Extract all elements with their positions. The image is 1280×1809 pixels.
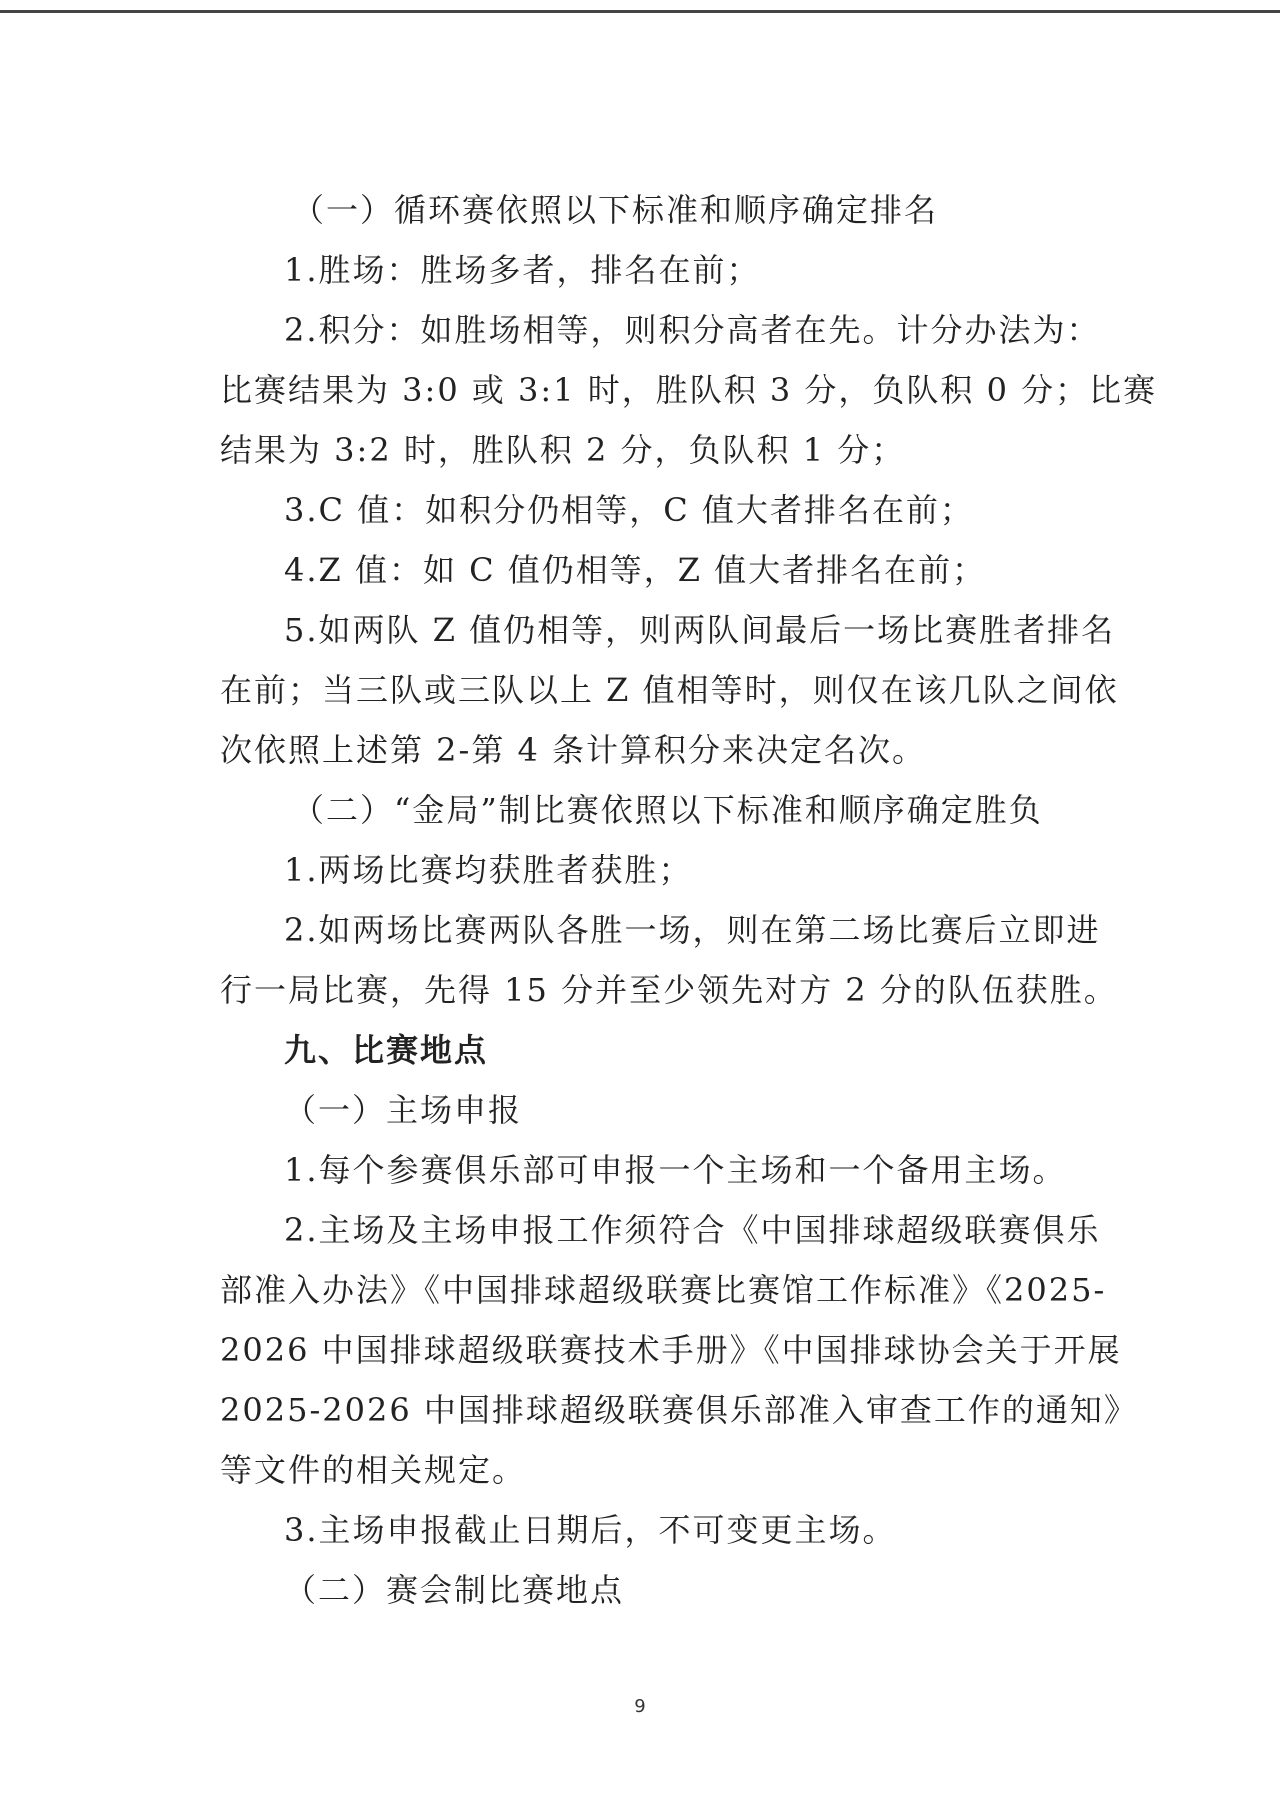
section-heading-golden-set: （二）“金局”制比赛依照以下标准和顺序确定胜负 bbox=[292, 791, 1043, 829]
paragraph-line: 3.C 值：如积分仍相等，C 值大者排名在前； bbox=[284, 491, 974, 529]
paragraph-line: 部准入办法》《中国排球超级联赛比赛馆工作标准》《2025- bbox=[220, 1271, 1107, 1309]
page-top-border bbox=[0, 10, 1280, 13]
paragraph-line: 2.主场及主场申报工作须符合《中国排球超级联赛俱乐 bbox=[284, 1211, 1101, 1249]
paragraph-line: 等文件的相关规定。 bbox=[220, 1451, 527, 1489]
section-heading-tournament-venue: （二）赛会制比赛地点 bbox=[284, 1571, 625, 1609]
paragraph-line: 1.两场比赛均获胜者获胜； bbox=[284, 851, 693, 889]
chapter-heading-venue: 九、比赛地点 bbox=[284, 1031, 489, 1069]
paragraph-line: 次依照上述第 2-第 4 条计算积分来决定名次。 bbox=[220, 731, 927, 769]
paragraph-line: 3.主场申报截止日期后，不可变更主场。 bbox=[284, 1511, 897, 1549]
page-number: 9 bbox=[634, 1696, 646, 1717]
paragraph-line: 1.胜场：胜场多者，排名在前； bbox=[284, 251, 761, 289]
document-page bbox=[220, 180, 1158, 1620]
section-heading-round-robin: （一）循环赛依照以下标准和顺序确定排名 bbox=[292, 191, 939, 229]
paragraph-line: 在前；当三队或三队以上 Z 值相等时，则仅在该几队之间依 bbox=[220, 671, 1119, 709]
paragraph-line: 行一局比赛，先得 15 分并至少领先对方 2 分的队伍获胜。 bbox=[220, 971, 1118, 1009]
paragraph-line: 4.Z 值：如 C 值仍相等，Z 值大者排名在前； bbox=[284, 551, 987, 589]
paragraph-line: 1.每个参赛俱乐部可申报一个主场和一个备用主场。 bbox=[284, 1151, 1067, 1189]
paragraph-line: 2026 中国排球超级联赛技术手册》《中国排球协会关于开展 bbox=[220, 1331, 1122, 1369]
paragraph-line: 5.如两队 Z 值仍相等，则两队间最后一场比赛胜者排名 bbox=[284, 611, 1116, 649]
paragraph-line: 比赛结果为 3:0 或 3:1 时，胜队积 3 分，负队积 0 分；比赛 bbox=[220, 371, 1158, 409]
paragraph-line: 2.积分：如胜场相等，则积分高者在先。计分办法为： bbox=[284, 311, 1101, 349]
paragraph-line: 2025-2026 中国排球超级联赛俱乐部准入审查工作的通知》 bbox=[220, 1391, 1138, 1429]
paragraph-line: 2.如两场比赛两队各胜一场，则在第二场比赛后立即进 bbox=[284, 911, 1101, 949]
paragraph-line: 结果为 3:2 时，胜队积 2 分，负队积 1 分； bbox=[220, 431, 906, 469]
section-heading-home-venue: （一）主场申报 bbox=[284, 1091, 523, 1129]
